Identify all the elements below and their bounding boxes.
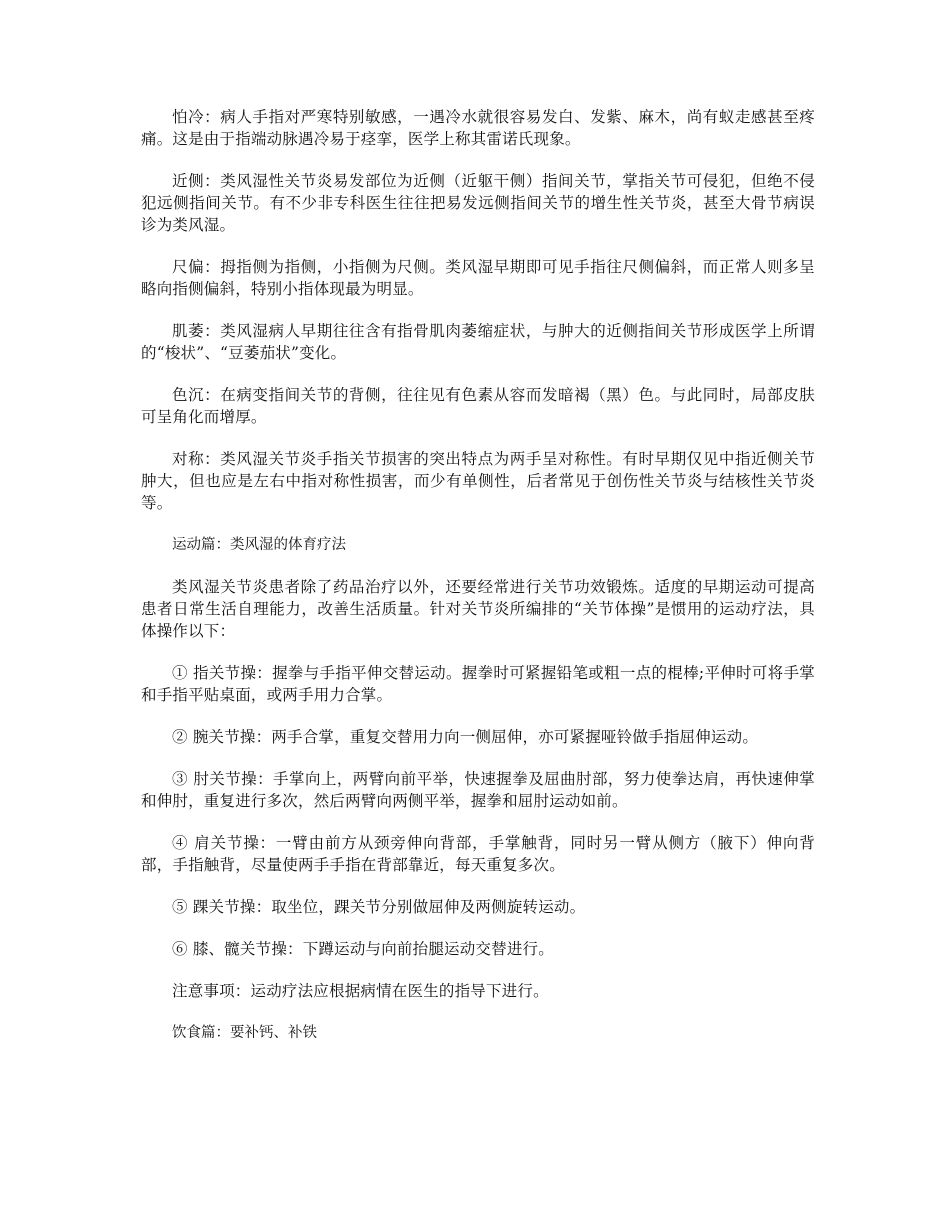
paragraph-muscle-atrophy: 肌萎：类风湿病人早期往往含有指骨肌肉萎缩症状，与肿大的近侧指间关节形成医学上所谓的“梭状”、“豆萎茄状”变化。 — [141, 322, 815, 362]
exercise-item-ankle: ⑤ 踝关节操：取坐位，踝关节分别做屈伸及两侧旋转运动。 — [172, 898, 586, 916]
paragraph-notice: 注意事项：运动疗法应根据病情在医生的指导下进行。 — [172, 982, 549, 1000]
section-heading-exercise: 运动篇：类风湿的体育疗法 — [172, 537, 346, 553]
paragraph-symmetry: 对称：类风湿关节炎手指关节损害的突出特点为两手呈对称性。有时早期仅见中指近侧关节肿大，但也应是左右中指对称性损害，而少有单侧性，后者常见于创伤性关节炎与结核性关节炎等。 — [141, 450, 815, 512]
exercise-item-wrist: ② 腕关节操：两手合掌，重复交替用力向一侧屈伸，亦可紧握哑铃做手指屈伸运动。 — [172, 728, 759, 746]
exercise-item-finger: ① 指关节操：握拳与手指平伸交替运动。握拳时可紧握铅笔或粗一点的棍棒;平伸时可将手掌和手指平贴桌面，或两手用力合掌。 — [141, 664, 815, 704]
exercise-item-shoulder: ④ 肩关节操：一臂由前方从颈旁伸向背部，手掌触背，同时另一臂从侧方（腋下）伸向背部，手指触背，尽量使两手手指在背部靠近，每天重复多次。 — [141, 834, 815, 874]
paragraph-exercise-intro: 类风湿关节炎患者除了药品治疗以外，还要经常进行关节功效锻炼。适度的早期运动可提高患者日常生活自理能力，改善生活质量。针对关节炎所编排的“关节体操”是惯用的运动疗法，具体操作以下： — [141, 578, 815, 640]
exercise-item-elbow: ③ 肘关节操：手掌向上，两臂向前平举，快速握拳及屈曲肘部，努力使拳达肩，再快速伸掌和伸肘，重复进行多次，然后两臂向两侧平举，握拳和屈肘运动如前。 — [141, 770, 815, 810]
paragraph-cold-sensitivity: 怕冷：病人手指对严寒特别敏感，一遇冷水就很容易发白、发紫、麻木，尚有蚁走感甚至疼痛。这是由于指端动脉遇冷易于痉挛，医学上称其雷诺氏现象。 — [141, 108, 815, 148]
section-heading-diet: 饮食篇：要补钙、补铁 — [172, 1025, 317, 1041]
document-body — [141, 106, 815, 1064]
paragraph-ulnar-deviation: 尺偏：拇指侧为指侧，小指侧为尺侧。类风湿早期即可见手指往尺侧偏斜，而正常人则多呈略向指侧偏斜，特别小指体现最为明显。 — [141, 258, 815, 298]
exercise-item-knee-hip: ⑥ 膝、髋关节操：下蹲运动与向前抬腿运动交替进行。 — [172, 940, 554, 958]
paragraph-proximal: 近侧：类风湿性关节炎易发部位为近侧（近躯干侧）指间关节，掌指关节可侵犯，但绝不侵犯远侧指间关节。有不少非专科医生往往把易发远侧指间关节的增生性关节炎，甚至大骨节病误诊为类风湿。 — [141, 172, 815, 234]
paragraph-pigmentation: 色沉：在病变指间关节的背侧，往往见有色素从容而发暗褐（黑）色。与此同时，局部皮肤可呈角化而增厚。 — [141, 386, 815, 426]
